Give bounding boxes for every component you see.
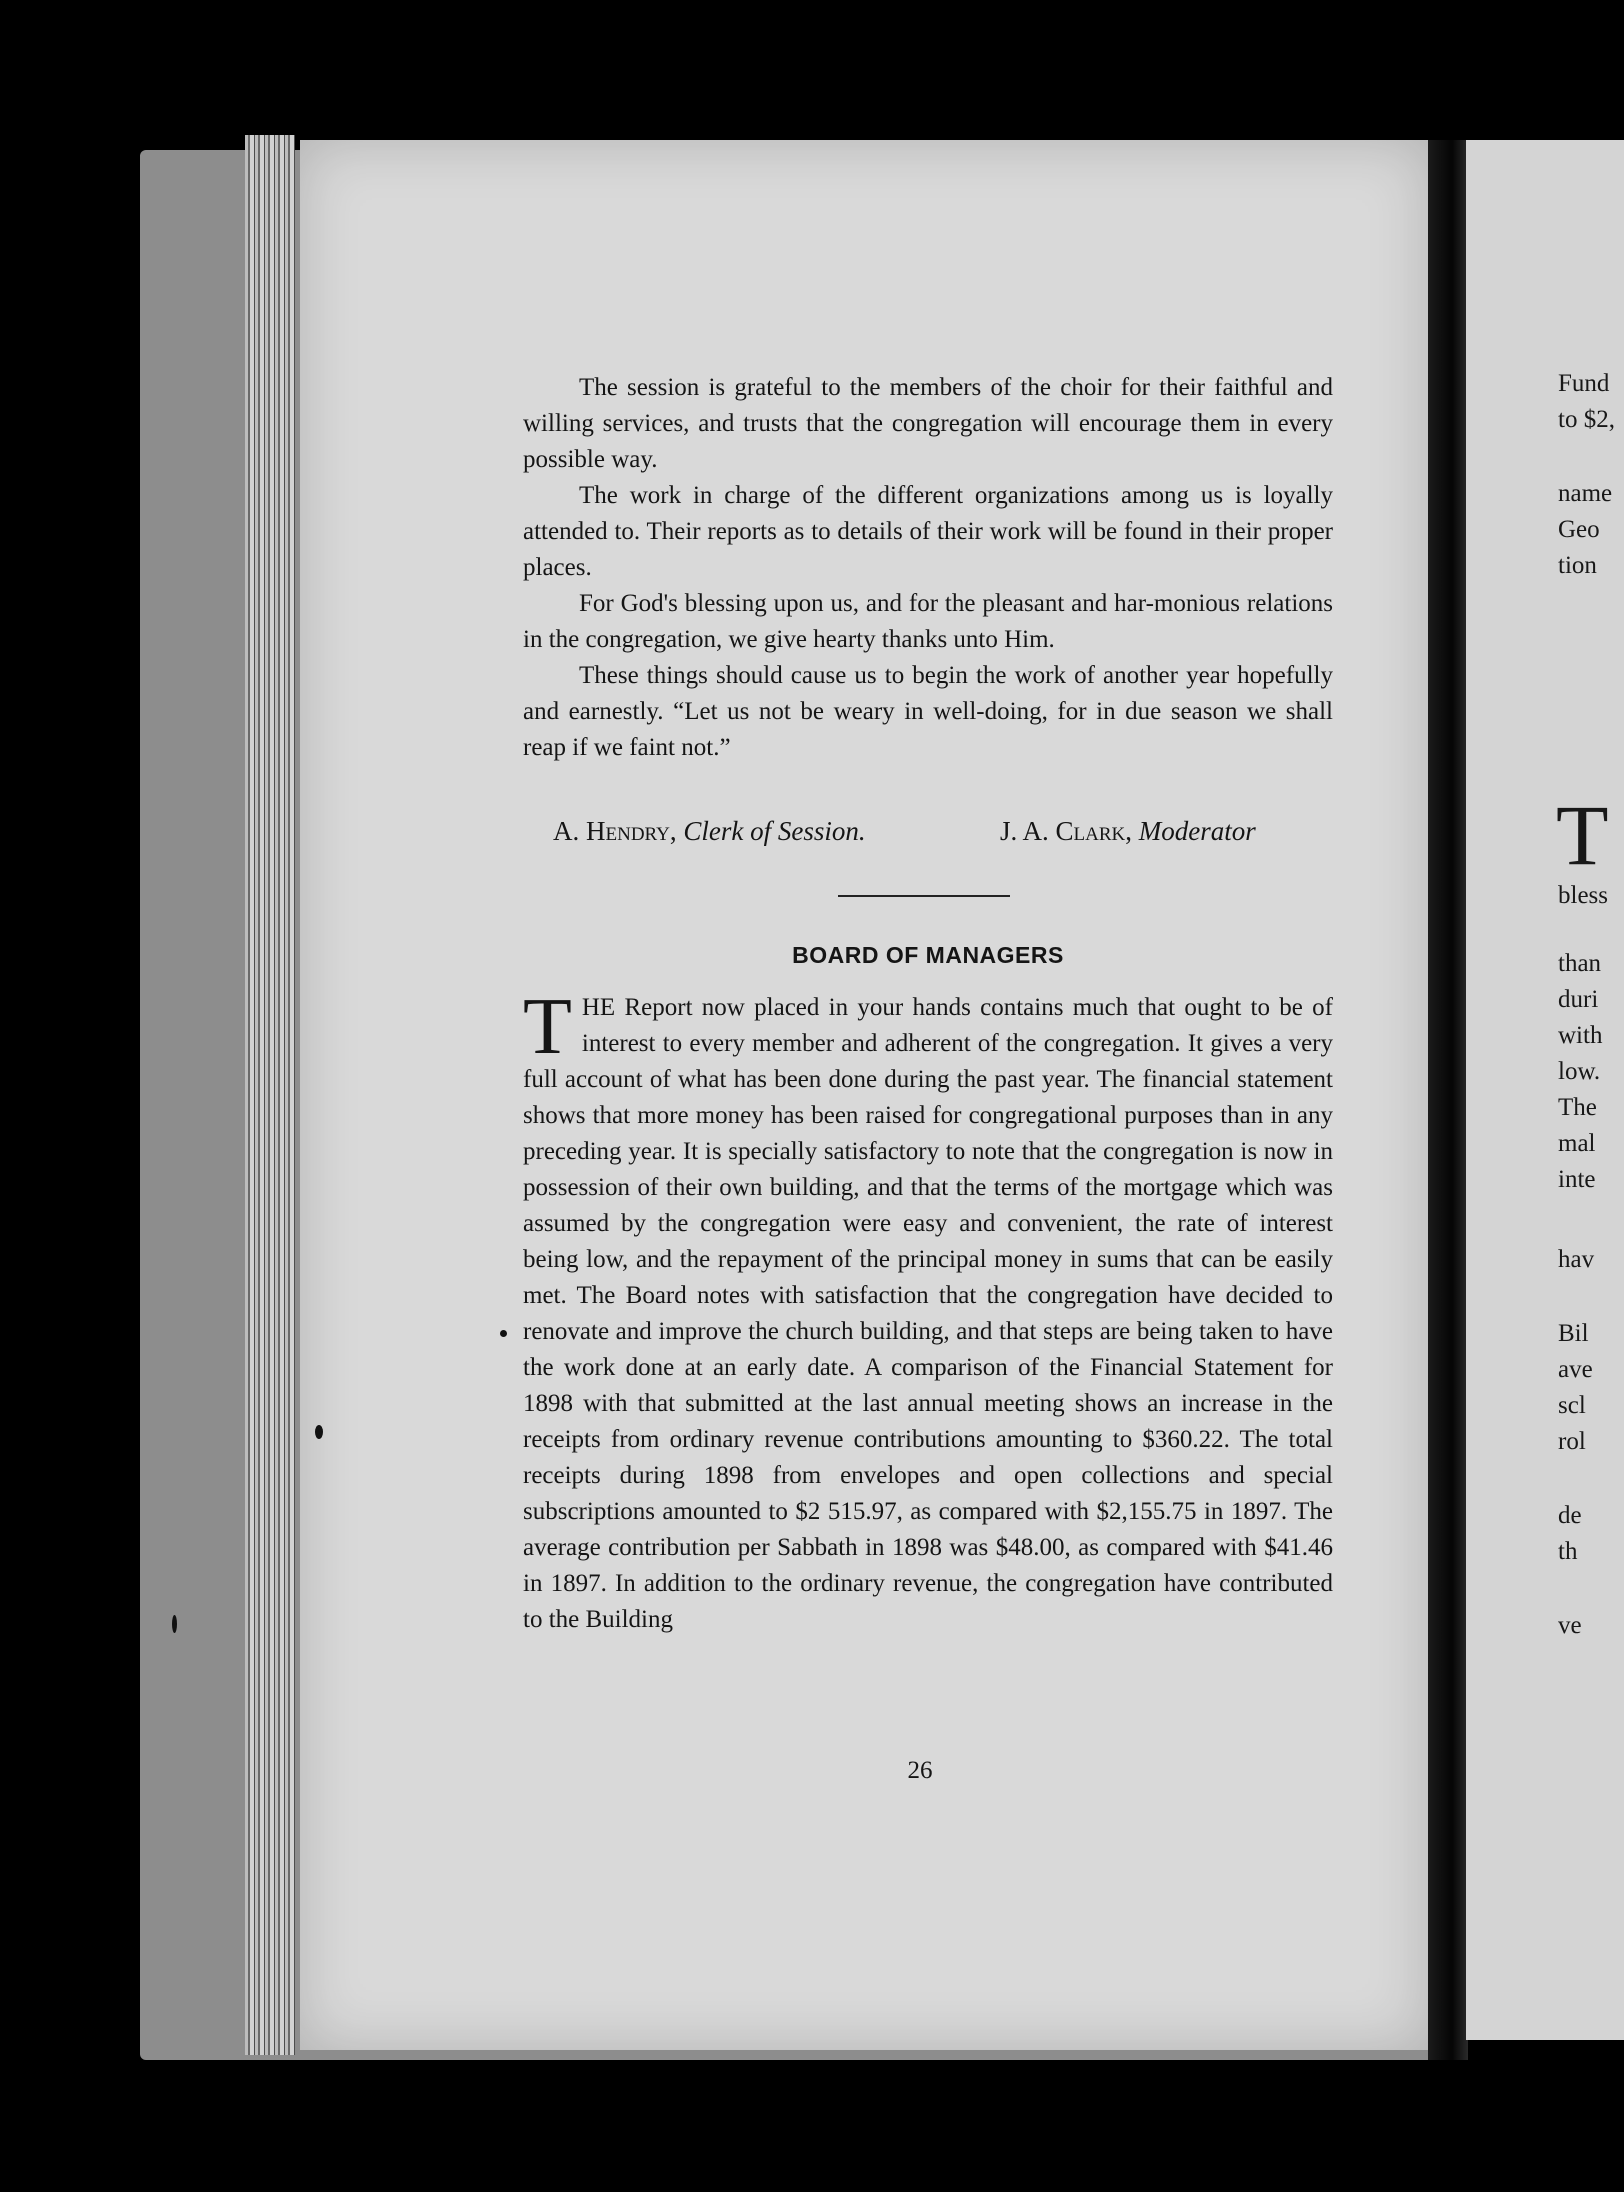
signature-line: [553, 816, 1333, 856]
scan-speck: [500, 1330, 507, 1337]
facing-fragment: to $2,: [1558, 406, 1615, 433]
moderator-signature: [1000, 816, 1256, 847]
facing-fragment: Geo: [1558, 516, 1600, 543]
facing-fragment: th: [1558, 1538, 1578, 1565]
facing-fragment: scl: [1558, 1392, 1586, 1419]
paragraph: For God's blessing upon us, and for the pleasant and har-monious relations in the congregation, we give hearty thanks unto Him.: [523, 590, 1333, 653]
board-paragraph: [523, 983, 1333, 1638]
facing-fragment: duri: [1558, 986, 1599, 1013]
facing-fragment: inte: [1558, 1166, 1596, 1193]
facing-fragment: ave: [1558, 1356, 1593, 1383]
moderator-name: J. A. Clark,: [1000, 816, 1132, 846]
facing-fragment: low.: [1558, 1058, 1601, 1085]
clerk-title: Clerk of Session.: [683, 816, 866, 846]
moderator-title: Moderator: [1138, 816, 1256, 846]
clerk-name: A. Hendry,: [553, 816, 677, 846]
paragraph: The session is grateful to the members of the choir for their faithful and willing services, and trusts that the congregation will encourage them in every possible way.: [523, 374, 1333, 473]
board-paragraph-text: HE Report now placed in your hands contains much that ought to be of interest to every member and adherent of the congregation. It gives a very full account of what has been done during the past year. The financial statement shows that more money has been raised for congregational purposes than in any preceding year. It is specially satisfactory to note that the congregation is now in possession of their own building, and that the terms of the mortgage which was assumed by the congregation were easy and convenient, the rate of interest being low, and the repayment of the principal money in sums that can be easily met. The Board notes with satisfaction that the congregation have decided to renovate and improve the church building, and that steps are being taken to have the work done at an early date. A comparison of the Financial Statement for 1898 with that submitted at the last annual meeting shows an increase in the receipts from ordinary revenue contributions amounting to $360.22. The total receipts during 1898 from envelopes and open collections and special subscriptions amounted to $2 515.97, as compared with $2,155.75 in 1897. The average contribution per Sabbath in 1898 was $48.00, as compared with $41.46 in 1897. In addition to the ordinary revenue, the congregation have contributed to the Building: [523, 994, 1333, 1633]
facing-fragment: Bil: [1558, 1320, 1589, 1347]
facing-fragment: Fund: [1558, 370, 1610, 397]
facing-page: [1466, 140, 1624, 2040]
scan-speck: [172, 1615, 177, 1633]
facing-fragment: ve: [1558, 1612, 1582, 1639]
session-report-body: [523, 370, 1333, 766]
paragraph: The work in charge of the different organizations among us is loyally attended to. Their reports as to details of their work will be found in their proper places.: [523, 482, 1333, 581]
section-divider: [838, 895, 1010, 897]
facing-fragment: name: [1558, 480, 1613, 507]
drop-cap: T: [523, 983, 572, 1071]
facing-fragment: mal: [1558, 1130, 1596, 1157]
page-number: 26: [907, 1757, 933, 1784]
facing-fragment: de: [1558, 1502, 1582, 1529]
book-gutter: [1428, 140, 1468, 2060]
facing-fragment: with: [1558, 1022, 1603, 1049]
facing-fragment: bless: [1558, 882, 1608, 909]
facing-fragment: tion: [1558, 552, 1597, 579]
section-heading: BOARD OF MANAGERS: [792, 942, 1064, 968]
facing-fragment: hav: [1558, 1246, 1595, 1273]
facing-fragment: than: [1558, 950, 1602, 977]
clerk-signature: [553, 816, 866, 847]
scan-speck: [315, 1425, 323, 1439]
facing-fragment: The: [1558, 1094, 1597, 1121]
book-page-edges: [245, 135, 295, 2055]
facing-fragment: rol: [1558, 1428, 1586, 1455]
facing-fragment-dropcap: T: [1556, 787, 1609, 883]
paragraph: These things should cause us to begin the work of another year hopefully and earnestly. “Let us not be weary in well-doing, for in due season we shall reap if we faint not.”: [523, 662, 1333, 761]
board-report-body: [523, 983, 1333, 1638]
